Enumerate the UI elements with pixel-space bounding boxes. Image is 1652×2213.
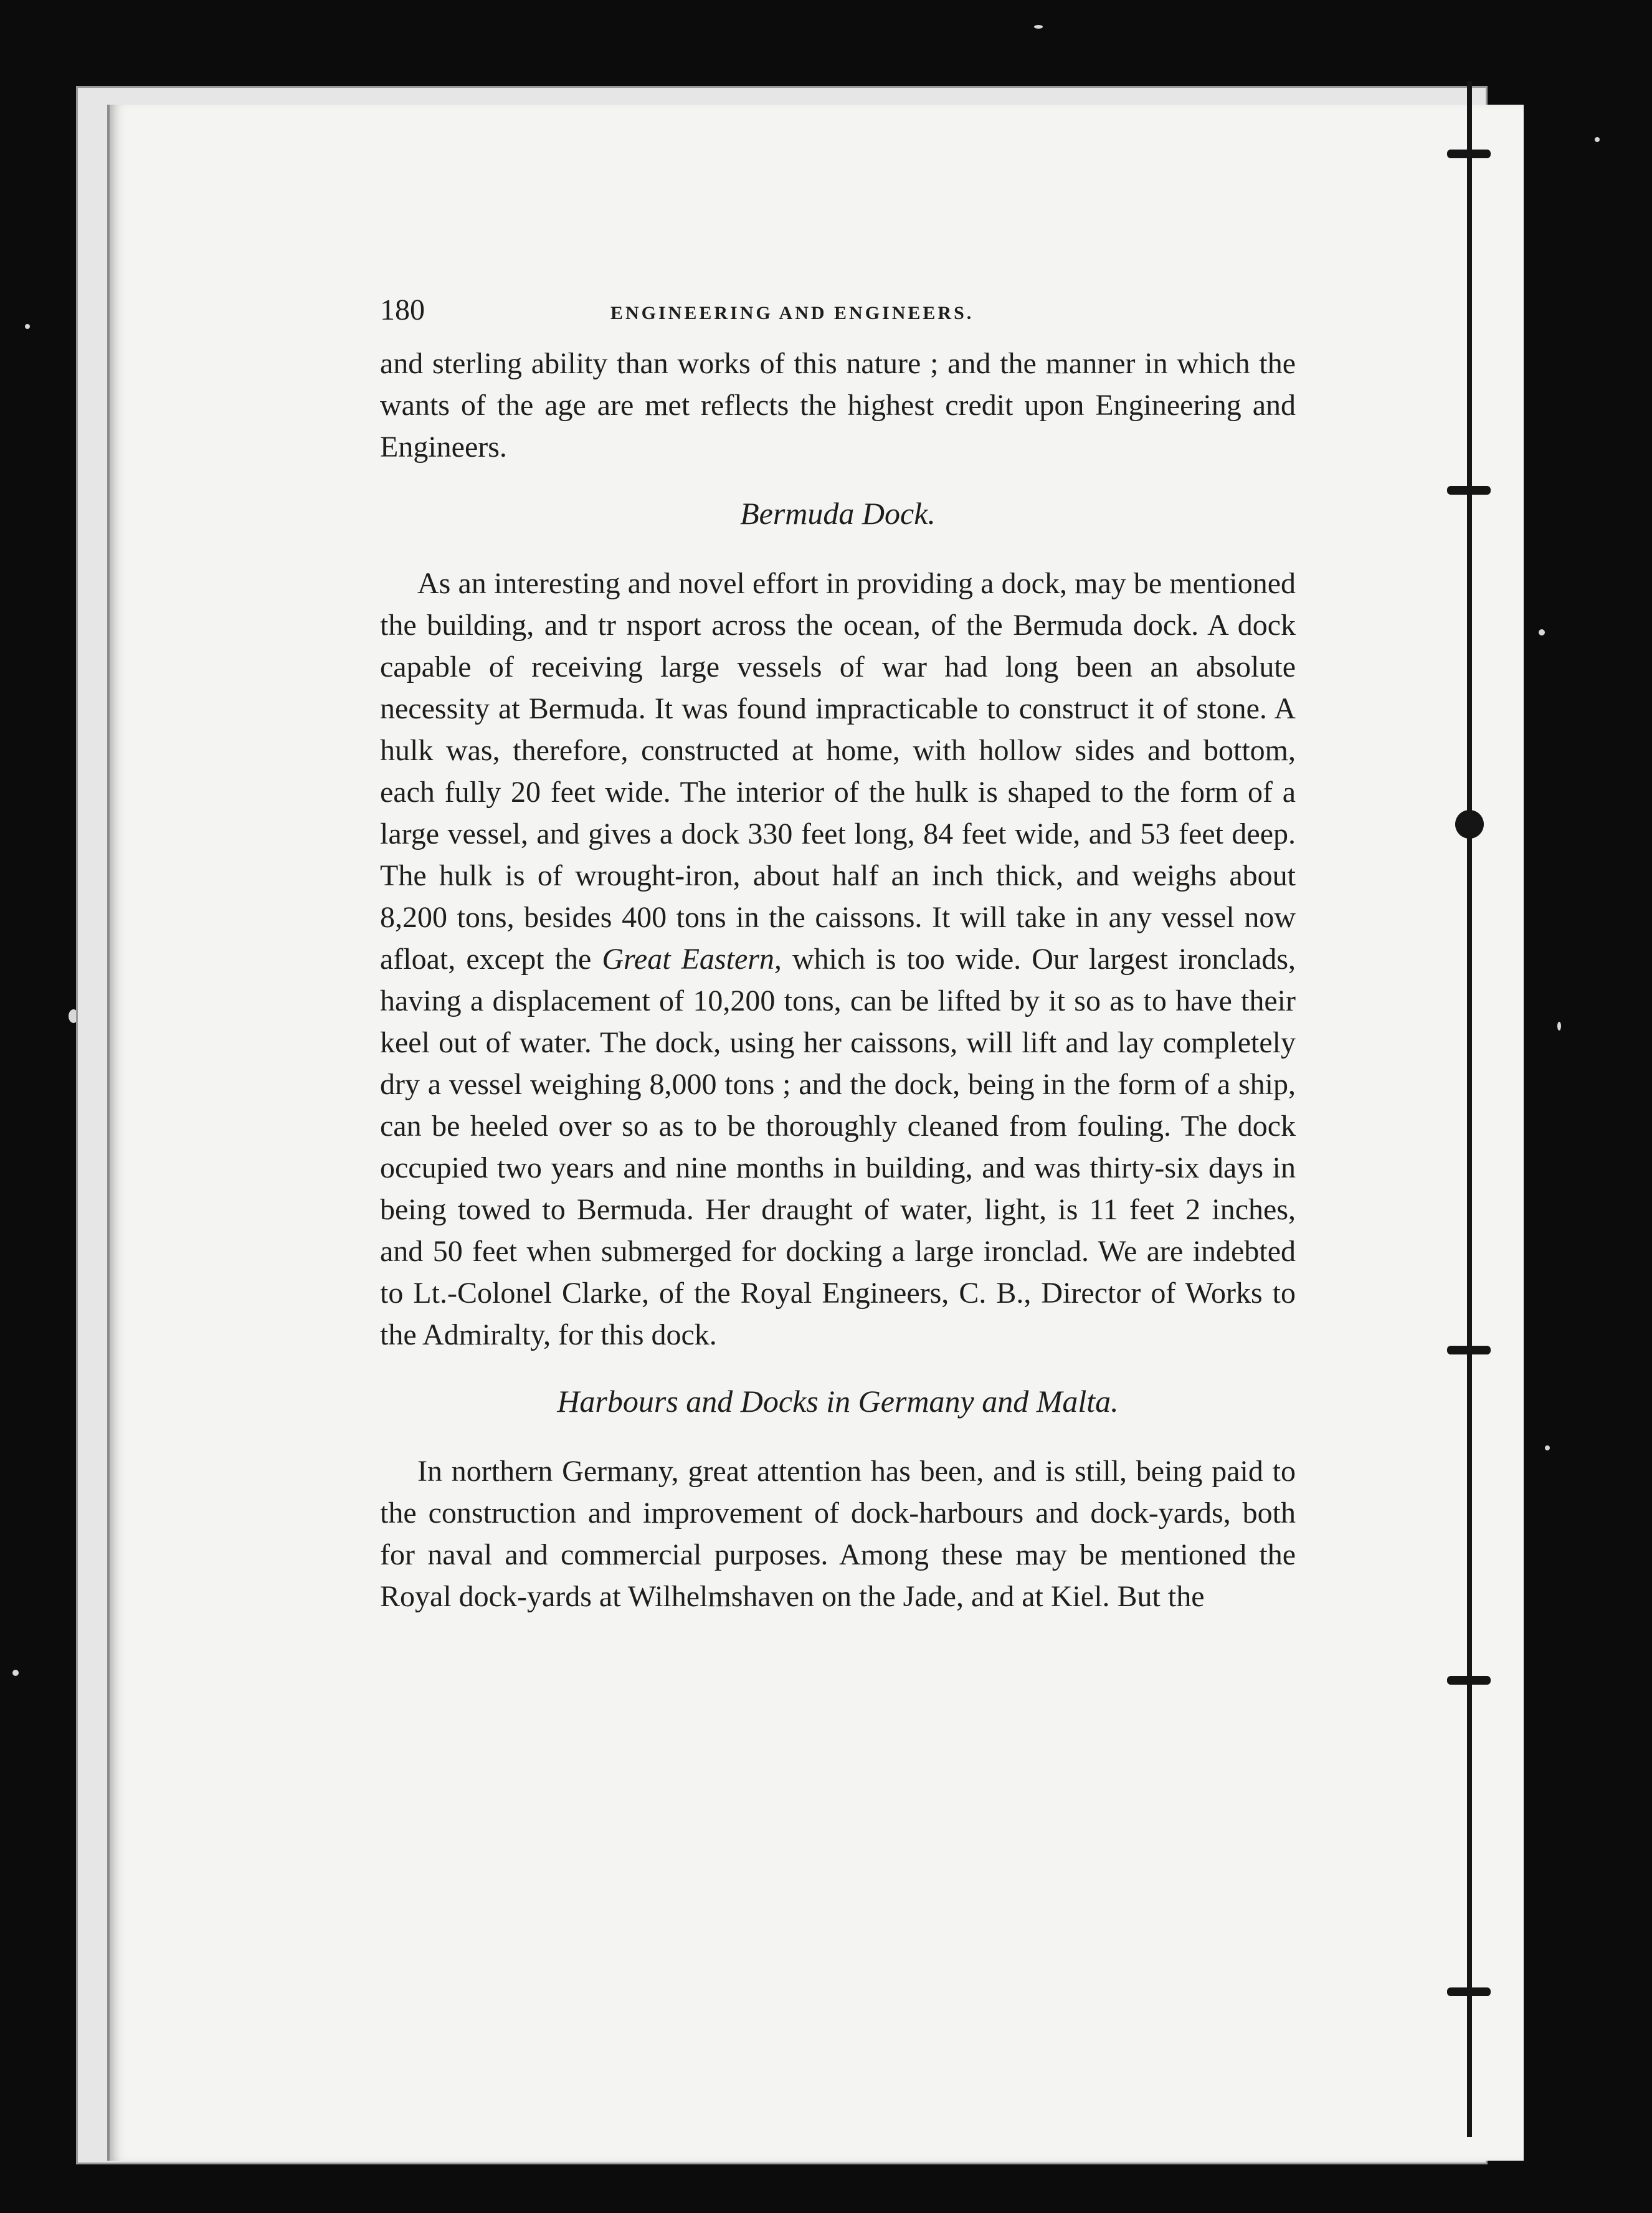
page-number: 180 [380, 293, 425, 326]
binding-knot [1455, 810, 1484, 839]
paragraph-intro: and sterling ability than works of this nature ; and the manner in which the wants of the age are met reflects the highest credit upon Engineering and Engineers. [380, 347, 1296, 464]
paragraph-bermuda-part-2: which is too wide. Our largest ironclads, having a displacement of 10,200 tons, can be lifted by it so as to have their keel out of water. The dock, using her caissons, will lift and lay completely dry a vessel weighing 8,000 tons ; and the dock, being in the form of a ship, can be heeled over so as to be thoroughly cleaned from fouling. The dock occupied two years and nine months in building, and was thirty-six days in being towed to Bermuda. Her draught of water, light, is 11 feet 2 inches, and 50 feet when submerged for docking a large ironclad. We are indebted to Lt.-Colonel Clarke, of the Royal Engineers, C. B., Director of Works to the Admiralty, for this dock. [380, 943, 1296, 1351]
section-heading-bermuda: Bermuda Dock. [740, 496, 936, 531]
paragraph-bermuda [380, 563, 1296, 1356]
paragraph-germany: In northern Germany, great attention has been, and is still, being paid to the construction and improvement of dock-harbours and dock-yards, both for naval and commercial purposes. Among these may be mentioned the Royal dock-yards at Wilhelmshaven on the Jade, and at Kiel. But the [380, 1455, 1296, 1613]
page-header [380, 293, 1296, 343]
binding-stitch [1447, 1987, 1491, 1996]
binding-stitch [1447, 1676, 1491, 1685]
binding-stitch [1447, 486, 1491, 495]
binding-stitch [1447, 150, 1491, 158]
section-heading-germany-malta: Harbours and Docks in Germany and Malta. [557, 1384, 1119, 1419]
binding-thread [1467, 81, 1472, 2137]
paragraph-bermuda-part-1: As an interesting and novel effort in providing a dock, may be mentioned the building, and tr nsport across the ocean, of the Bermuda dock. A dock capable of receiving large vessels of war had long been an absolute necessity at Bermuda. It was found impracticable to construct it of stone. A hulk was, therefore, constructed at home, with hollow sides and bottom, each fully 20 feet wide. The interior of the hulk is shaped to the form of a large vessel, and gives a dock 330 feet long, 84 feet wide, and 53 feet deep. The hulk is of wrought-iron, about half an inch thick, and weighs about 8,200 tons, besides 400 tons in the caissons. It will take in any vessel now afloat, except the [380, 567, 1296, 976]
ship-name-great-eastern: Great Eastern, [602, 943, 782, 976]
page-text [380, 293, 1296, 1617]
running-head: ENGINEERING AND ENGINEERS. [610, 303, 974, 323]
binding-stitch [1447, 1346, 1491, 1354]
